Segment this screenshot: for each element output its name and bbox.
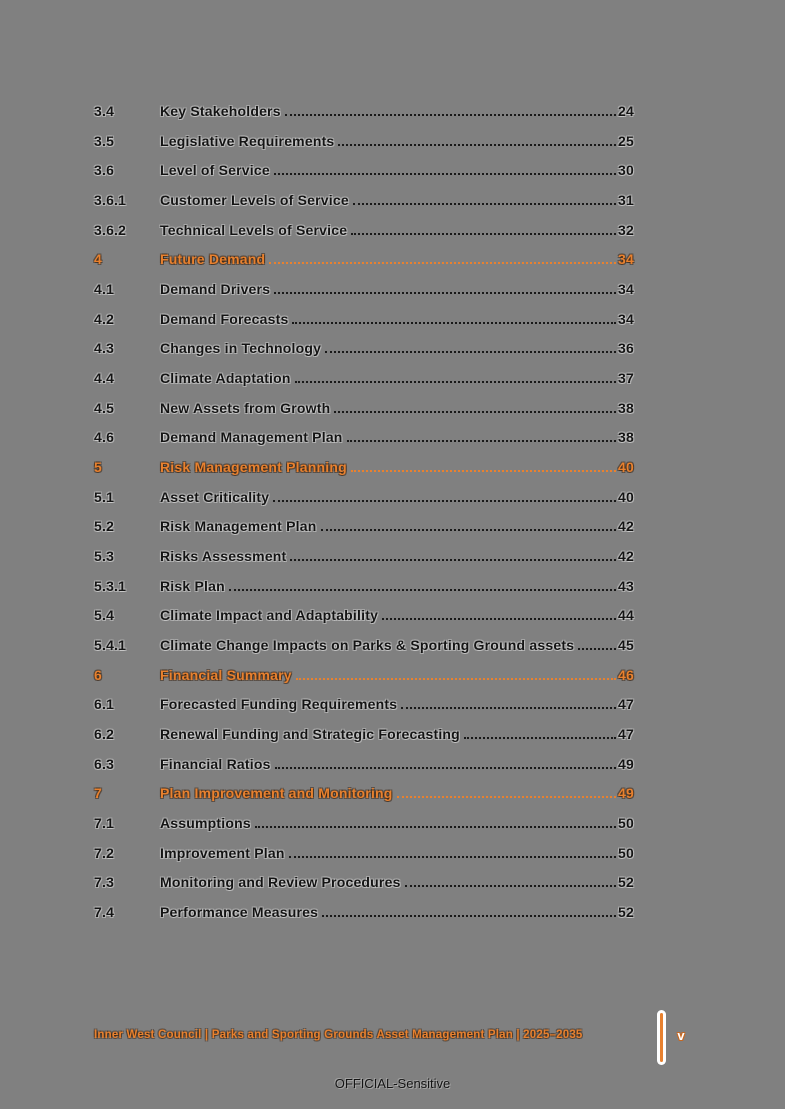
toc-entry-page: 34 — [618, 280, 634, 297]
toc-entry-number: 5.1 — [94, 488, 115, 505]
toc-row[interactable] — [94, 155, 634, 185]
toc-entry-page: 42 — [618, 547, 634, 564]
toc-row[interactable] — [94, 838, 634, 868]
dot-leader — [353, 203, 616, 205]
toc-entry-title: Plan Improvement and Monitoring — [160, 785, 393, 802]
dot-leader — [322, 915, 616, 917]
toc-entry-page: 50 — [618, 814, 634, 831]
toc-entry-number: 4 — [94, 251, 102, 268]
toc-entry-title: Demand Management Plan — [160, 429, 343, 446]
dot-leader — [295, 381, 616, 383]
toc-row[interactable] — [94, 511, 634, 541]
toc-row[interactable] — [94, 96, 634, 126]
toc-entry-title: Improvement Plan — [160, 844, 285, 861]
dot-leader — [289, 856, 616, 858]
toc-entry-title: Forecasted Funding Requirements — [160, 696, 398, 713]
toc-entry-number: 5.2 — [94, 518, 115, 535]
toc-entry-page: 50 — [618, 844, 634, 861]
toc-entry-page: 52 — [618, 903, 634, 920]
dot-leader — [351, 470, 616, 472]
toc-entry-title: Risk Management Plan — [160, 518, 317, 535]
toc-row[interactable] — [94, 719, 634, 749]
toc-entry-number: 7.1 — [94, 814, 115, 831]
toc-entry-title: Renewal Funding and Strategic Forecasting — [160, 725, 460, 742]
dot-leader — [325, 351, 616, 353]
footer-page-number: v — [677, 1028, 685, 1043]
toc-entry-number: 6.3 — [94, 755, 115, 772]
dot-leader — [382, 618, 616, 620]
toc-entry-number: 4.6 — [94, 429, 115, 446]
toc-entry-number: 4.1 — [94, 280, 115, 297]
toc-entry-page: 34 — [618, 310, 634, 327]
toc-list — [94, 96, 634, 927]
dot-leader — [321, 529, 617, 531]
toc-row[interactable] — [94, 333, 634, 363]
toc-entry-title: Monitoring and Review Procedures — [160, 874, 401, 891]
toc-entry-number: 3.6.1 — [94, 191, 127, 208]
toc-entry-page: 36 — [618, 340, 634, 357]
dot-leader — [578, 648, 616, 650]
dot-leader — [464, 737, 616, 739]
toc-entry-title: Asset Criticality — [160, 488, 270, 505]
classification-marking: OFFICIAL-Sensitive — [334, 1076, 451, 1091]
toc-entry-title: Key Stakeholders — [160, 102, 281, 119]
toc-entry-number: 6.1 — [94, 696, 115, 713]
toc-entry-page: 40 — [618, 488, 634, 505]
toc-entry-page: 44 — [618, 607, 634, 624]
toc-entry-title: Climate Change Impacts on Parks & Sporting Ground assets — [160, 636, 575, 653]
toc-entry-page: 52 — [618, 874, 634, 891]
toc-row[interactable] — [94, 452, 634, 482]
toc-row[interactable] — [94, 393, 634, 423]
toc-row[interactable] — [94, 897, 634, 927]
toc-entry-title: Demand Drivers — [160, 280, 271, 297]
toc-row[interactable] — [94, 749, 634, 779]
toc-entry-title: Technical Levels of Service — [160, 221, 348, 238]
toc-entry-title: Risk Plan — [160, 577, 225, 594]
dot-leader — [334, 411, 616, 413]
toc-row[interactable] — [94, 689, 634, 719]
dot-leader — [338, 144, 616, 146]
dot-leader — [275, 767, 616, 769]
toc-entry-number: 4.2 — [94, 310, 115, 327]
dot-leader — [351, 233, 616, 235]
toc-row[interactable] — [94, 304, 634, 334]
toc-entry-title: Level of Service — [160, 162, 270, 179]
dot-leader — [229, 589, 616, 591]
toc-entry-page: 30 — [618, 162, 634, 179]
toc-row[interactable] — [94, 571, 634, 601]
toc-entry-title: Climate Impact and Adaptability — [160, 607, 379, 624]
toc-entry-number: 3.6 — [94, 162, 115, 179]
toc-row[interactable] — [94, 215, 634, 245]
toc-row[interactable] — [94, 244, 634, 274]
toc-row[interactable] — [94, 778, 634, 808]
toc-entry-page: 47 — [618, 696, 634, 713]
toc-entry-number: 5.3 — [94, 547, 115, 564]
toc-entry-page: 45 — [618, 636, 634, 653]
dot-leader — [290, 559, 616, 561]
toc-entry-number: 5 — [94, 458, 102, 475]
toc-entry-title: Financial Ratios — [160, 755, 271, 772]
toc-entry-number: 5.4.1 — [94, 636, 127, 653]
toc-entry-number: 5.4 — [94, 607, 115, 624]
toc-entry-title: Legislative Requirements — [160, 132, 335, 149]
dot-leader — [296, 678, 616, 680]
toc-entry-page: 49 — [618, 785, 634, 802]
dot-leader — [274, 173, 616, 175]
toc-entry-number: 7.2 — [94, 844, 115, 861]
toc-entry-page: 34 — [618, 251, 634, 268]
toc-entry-number: 7.4 — [94, 903, 115, 920]
footer-page-marker-bar — [657, 1010, 666, 1065]
toc-entry-title: Performance Measures — [160, 903, 319, 920]
toc-entry-page: 47 — [618, 725, 634, 742]
toc-row[interactable] — [94, 808, 634, 838]
toc-entry-number: 5.3.1 — [94, 577, 127, 594]
toc-row[interactable] — [94, 422, 634, 452]
toc-entry-title: Changes in Technology — [160, 340, 322, 357]
toc-entry-page: 42 — [618, 518, 634, 535]
toc-entry-page: 43 — [618, 577, 634, 594]
toc-entry-number: 7.3 — [94, 874, 115, 891]
toc-row[interactable] — [94, 660, 634, 690]
toc-entry-page: 38 — [618, 429, 634, 446]
toc-row[interactable] — [94, 630, 634, 660]
toc-entry-number: 4.4 — [94, 369, 115, 386]
toc-row[interactable] — [94, 600, 634, 630]
toc-entry-title: Demand Forecasts — [160, 310, 289, 327]
toc-row[interactable] — [94, 867, 634, 897]
toc-row[interactable] — [94, 482, 634, 512]
toc-row[interactable] — [94, 274, 634, 304]
toc-entry-number: 7 — [94, 785, 102, 802]
toc-entry-title: New Assets from Growth — [160, 399, 331, 416]
toc-row[interactable] — [94, 363, 634, 393]
dot-leader — [274, 292, 616, 294]
toc-entry-page: 25 — [618, 132, 634, 149]
toc-entry-number: 4.5 — [94, 399, 115, 416]
dot-leader — [285, 114, 616, 116]
footer-document-title: Inner West Council | Parks and Sporting Grounds Asset Management Plan | 2025–2035 — [94, 1029, 583, 1041]
toc-entry-title: Risk Management Planning — [160, 458, 347, 475]
toc-entry-number: 6 — [94, 666, 102, 683]
dot-leader — [273, 500, 616, 502]
toc-entry-page: 31 — [618, 191, 634, 208]
toc-entry-title: Customer Levels of Service — [160, 191, 349, 208]
dot-leader — [405, 885, 616, 887]
toc-entry-page: 49 — [618, 755, 634, 772]
toc-entry-page: 37 — [618, 369, 634, 386]
toc-entry-number: 4.3 — [94, 340, 115, 357]
dot-leader — [397, 796, 616, 798]
dot-leader — [401, 707, 616, 709]
toc-entry-page: 46 — [618, 666, 634, 683]
dot-leader — [347, 440, 616, 442]
toc-entry-number: 3.6.2 — [94, 221, 127, 238]
toc-entry-title: Financial Summary — [160, 666, 292, 683]
toc-entry-number: 3.5 — [94, 132, 115, 149]
footer-page-marker-accent-line — [660, 1013, 663, 1062]
toc-row[interactable] — [94, 541, 634, 571]
toc-entry-title: Assumptions — [160, 814, 251, 831]
toc-entry-page: 40 — [618, 458, 634, 475]
toc-entry-page: 32 — [618, 221, 634, 238]
toc-entry-title: Climate Adaptation — [160, 369, 291, 386]
dot-leader — [269, 262, 616, 264]
toc-row[interactable] — [94, 126, 634, 156]
dot-leader — [255, 826, 616, 828]
toc-entry-page: 38 — [618, 399, 634, 416]
toc-entry-number: 6.2 — [94, 725, 115, 742]
toc-entry-title: Future Demand — [160, 251, 266, 268]
dot-leader — [292, 322, 616, 324]
toc-entry-number: 3.4 — [94, 102, 115, 119]
toc-row[interactable] — [94, 185, 634, 215]
toc-entry-title: Risks Assessment — [160, 547, 287, 564]
toc-entry-page: 24 — [618, 102, 634, 119]
